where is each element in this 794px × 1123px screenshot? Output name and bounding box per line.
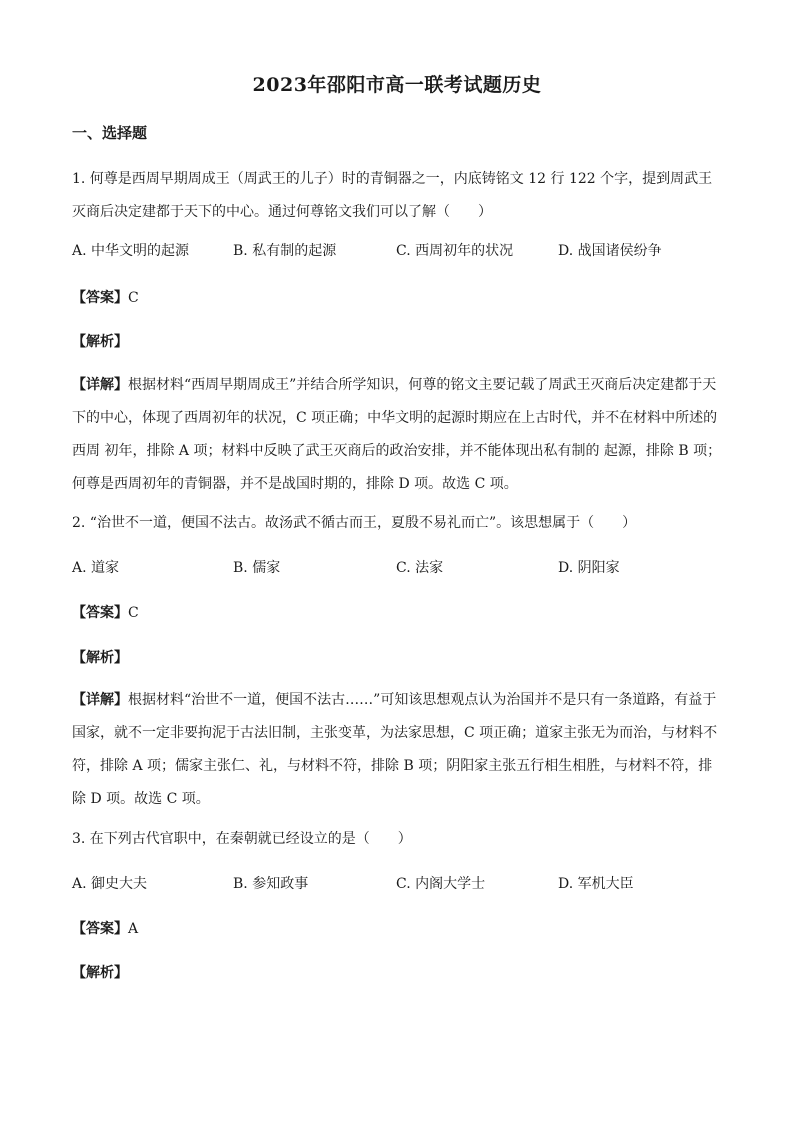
question-1-stem: 1. 何尊是西周早期周成王（周武王的儿子）时的青铜器之一，内底铸铭文 12 行 122 个字，提到周武王灭商后决定建都于天下的中心。通过何尊铭文我们可以了解（ ） — [72, 171, 713, 220]
option-d: D. 军机大臣 — [558, 876, 634, 892]
answer-value: C — [128, 605, 139, 621]
answer-label: 【答案】 — [72, 290, 128, 306]
option-c: C. 内阁大学士 — [396, 876, 486, 892]
answer-value: A — [128, 921, 139, 937]
answer-label: 【答案】 — [72, 605, 128, 621]
option-a: A. 道家 — [72, 560, 120, 576]
analysis-label: 【解析】 — [72, 965, 128, 981]
detail-label: 【详解】 — [72, 377, 128, 393]
answer-line — [72, 918, 138, 938]
option-c: C. 法家 — [396, 560, 444, 576]
option-c: C. 西周初年的状况 — [396, 243, 514, 259]
detail-text: 根据材料“西周早期周成王”并结合所学知识，何尊的铭文主要记载了周武王灭商后决定建都于天下的中心，体现了西周初年的状况，C 项正确；中华文明的起源时期应在上古时代，并不在材料中所述的西周 初年，排除 A 项；材料中反映了武王灭商后的政治安排，并不能体现出私有制的 起源，排除 B 项；何尊是西周初年的青铜器，并不是战国时期的，排除 D 项。故选 C 项。 — [72, 377, 722, 492]
option-d: D. 阴阳家 — [558, 560, 620, 576]
question-3-stem: 3. 在下列古代官职中，在秦朝就已经设立的是（ ） — [72, 831, 412, 847]
detail-paragraph — [72, 684, 724, 816]
page-title: 2023年邵阳市高一联考试题历史 — [252, 74, 542, 96]
option-a: A. 御史大夫 — [72, 876, 148, 892]
question-2-options — [72, 557, 724, 579]
analysis-label: 【解析】 — [72, 650, 128, 666]
option-b: B. 参知政事 — [233, 876, 309, 892]
section-heading: 一、选择题 — [72, 124, 148, 142]
question-3-options — [72, 873, 724, 895]
answer-line — [72, 287, 139, 307]
detail-label: 【详解】 — [72, 692, 128, 708]
answer-value: C — [128, 290, 139, 306]
detail-paragraph — [72, 369, 724, 501]
option-b: B. 儒家 — [233, 560, 281, 576]
option-d: D. 战国诸侯纷争 — [558, 243, 662, 259]
detail-text: 根据材料“治世不一道，便国不法古……”可知该思想观点认为治国并不是只有一条道路，有益于国家，就不一定非要拘泥于古法旧制，主张变革，为法家思想，C 项正确；道家主张无为而治，与材料不符，排除 A 项；儒家主张仁、礼，与材料不符，排除 B 项；阴阳家主张五行相生相胜，与材料不符，排除 D 项。故选 C 项。 — [72, 692, 718, 807]
option-a: A. 中华文明的起源 — [72, 243, 190, 259]
question-2-stem: 2. “治世不一道，便国不法古。故汤武不循古而王，夏殷不易礼而亡”。该思想属于（ ） — [72, 515, 637, 531]
option-b: B. 私有制的起源 — [233, 243, 337, 259]
question-1-options — [72, 240, 724, 262]
answer-line — [72, 602, 139, 622]
analysis-label: 【解析】 — [72, 334, 128, 350]
answer-label: 【答案】 — [72, 921, 128, 937]
